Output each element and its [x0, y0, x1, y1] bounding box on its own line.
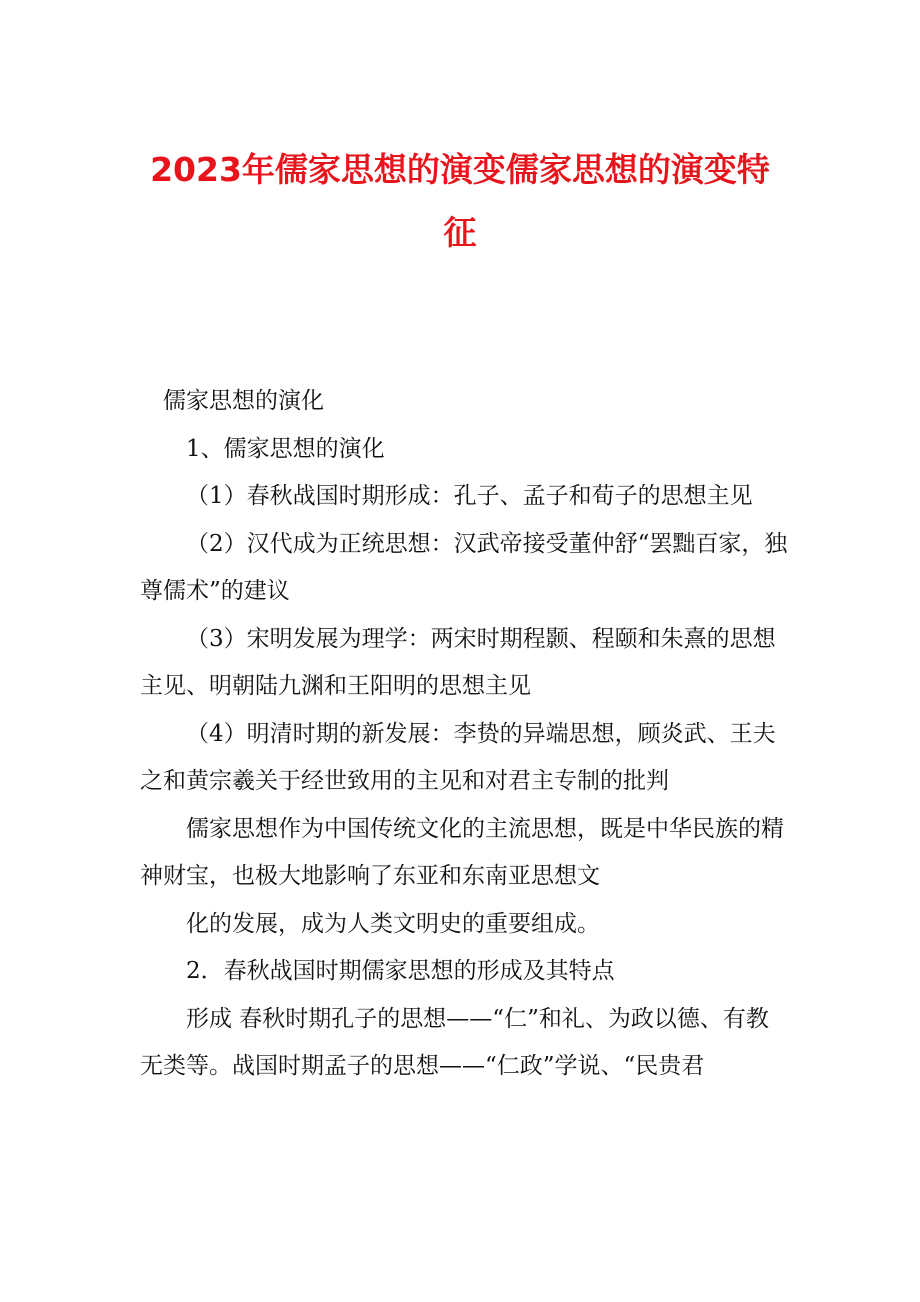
paragraph-summary: 儒家思想作为中国传统文化的主流思想，既是中华民族的精神财宝，也极大地影响了东亚和东南亚思想文 [140, 815, 784, 889]
paragraph-section-2: 2．春秋战国时期儒家思想的形成及其特点 [186, 958, 615, 984]
paragraph-heading: 儒家思想的演化 [163, 388, 324, 414]
paragraph-summary-continued: 化的发展，成为人类文明史的重要组成。 [186, 910, 600, 937]
paragraph-formation: 形成 春秋时期孔子的思想——“仁”和礼、为政以德、有教无类等。战国时期孟子的思想——“仁政”学说、“民贵君 [140, 1005, 769, 1079]
paragraph-item-2: （2）汉代成为正统思想：汉武帝接受董仲舒“罢黜百家，独尊儒术”的建议 [140, 530, 788, 604]
paragraph-item-4: （4）明清时期的新发展：李贽的异端思想，顾炎武、王夫之和黄宗羲关于经世致用的主见和对君主专制的批判 [140, 720, 776, 794]
document-title: 2023年儒家思想的演变儒家思想的演变特征 [150, 150, 770, 252]
paragraph-item-3: （3）宋明发展为理学：两宋时期程颢、程颐和朱熹的思想主见、明朝陆九渊和王阳明的思想主见 [140, 625, 776, 699]
document-body [140, 378, 790, 1091]
paragraph-section-1: 1、儒家思想的演化 [186, 435, 385, 462]
paragraph-item-1: （1）春秋战国时期形成：孔子、孟子和荀子的思想主见 [186, 483, 753, 509]
